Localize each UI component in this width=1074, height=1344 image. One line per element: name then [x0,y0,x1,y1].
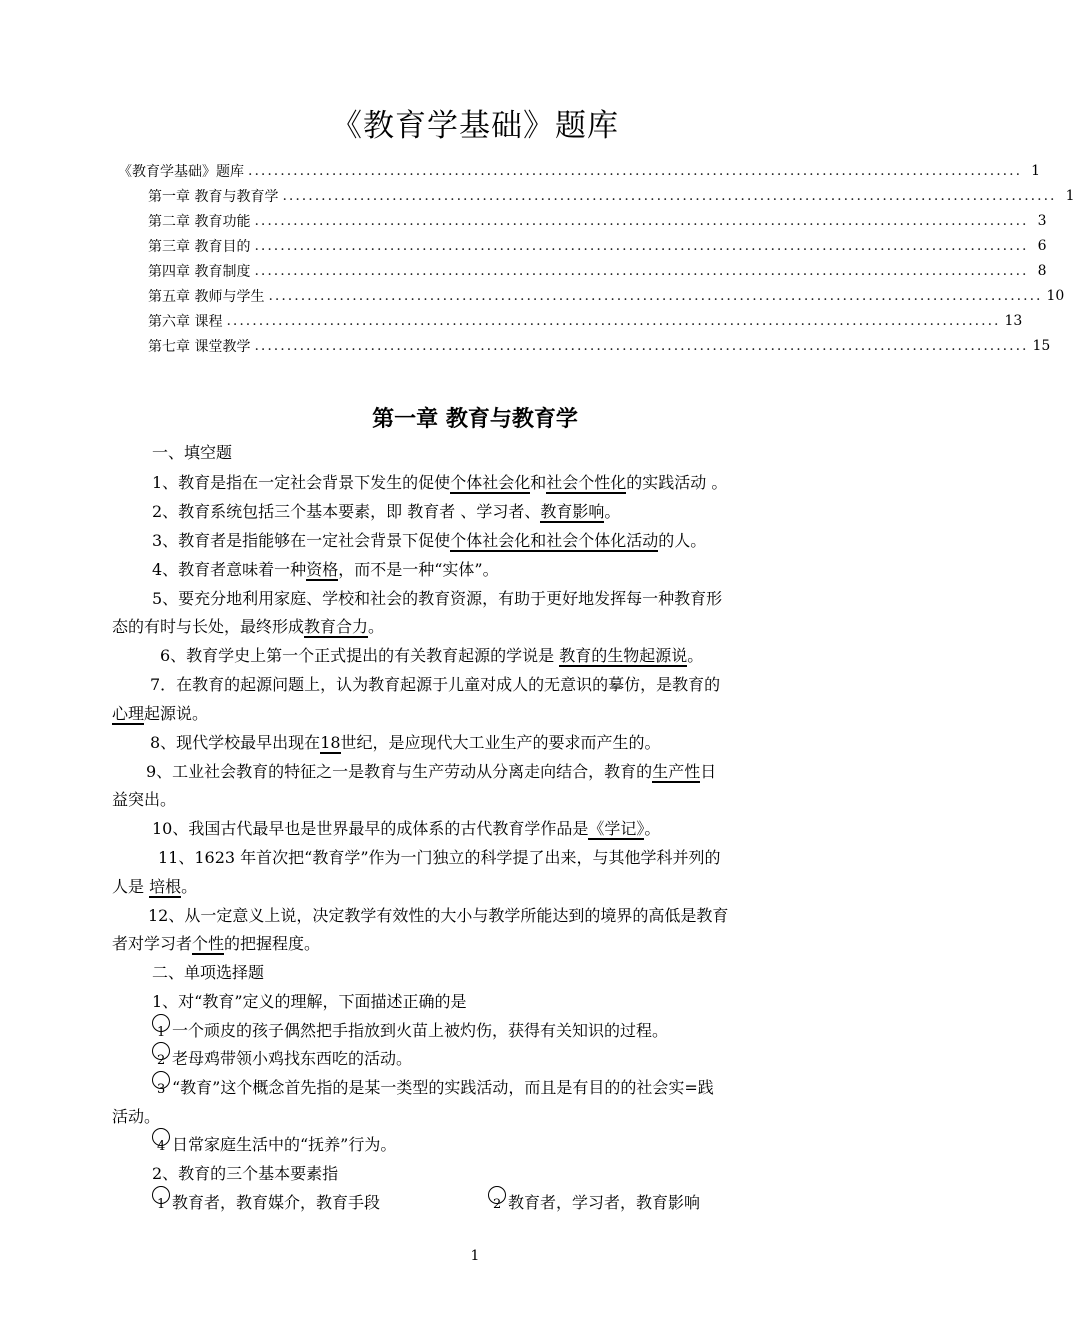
toc-entry-page: 1 [1031,162,1041,179]
question-line: 9、工业社会教育的特征之一是教育与生产劳动从分离走向结合，教育的生产性日 [146,762,717,781]
document-title: 《教育学基础》题库 [331,108,619,144]
toc-entry-label: 第五章 教师与学生 [148,288,265,305]
toc-leader-dots: ........................................................................................................................ [268,287,1043,304]
chapter-title: 第一章 教育与教育学 [372,407,578,432]
circled-number-icon: 3 [152,1077,172,1095]
question-stem: 1、对“教育”定义的理解，下面描述正确的是 [152,992,467,1011]
toc-entry[interactable] [148,208,1047,233]
toc-entry-label: 第二章 教育功能 [148,213,251,230]
answer-blank: 教育合力 [304,617,369,636]
toc-entry[interactable] [148,183,1074,208]
answer-blank: 教育影响 [540,502,605,521]
answer-blank: 《学记》 [588,819,645,838]
toc-entry-label: 第六章 课程 [148,313,223,330]
question-line: 者对学习者个性的把握程度。 [112,934,321,953]
section-heading: 一、填空题 [152,443,233,462]
choice-option-continued: 活动。 [112,1107,161,1126]
answer-blank: 个体社会化 [450,473,531,492]
toc-entry-page: 8 [1037,262,1047,279]
toc-leader-dots: ........................................................................................................................ [282,187,1057,204]
circled-number-icon: 2 [488,1192,508,1210]
toc-leader-dots: ........................................................................................................................ [254,212,1029,229]
question-line: 态的有时与长处，最终形成教育合力。 [112,617,385,636]
toc-entry[interactable] [148,233,1047,258]
choice-option[interactable]: 2 老母鸡带领小鸡找东西吃的活动。 [152,1048,412,1070]
answer-blank: 个体社会化和社会个体化活动 [450,531,659,550]
answer-blank: 生产性 [652,762,701,781]
toc-entry-page: 6 [1037,237,1047,254]
circled-number-icon: 1 [152,1192,172,1210]
answer-blank: 社会个性化 [546,473,627,492]
question-line: 10、我国古代最早也是世界最早的成体系的古代教育学作品是《学记》。 [152,819,661,838]
toc-entry[interactable] [118,158,1041,183]
toc-entry[interactable] [148,283,1065,308]
toc-entry-label: 第一章 教育与教育学 [148,188,279,205]
question-line: 5、要充分地利用家庭、学校和社会的教育资源，有助于更好地发挥每一种教育形 [152,589,723,608]
toc-entry-label: 第七章 课堂教学 [148,338,251,355]
question-line: 6、教育学史上第一个正式提出的有关教育起源的学说是 教育的生物起源说。 [160,646,704,665]
answer-blank: 18 [320,733,341,752]
toc-entry-page: 3 [1037,212,1047,229]
question-line: 8、现代学校最早出现在18世纪，是应现代大工业生产的要求而产生的。 [150,733,661,752]
question-line: 人是 培根。 [112,877,198,896]
toc-entry-page: 10 [1046,287,1065,304]
answer-blank: 个性 [192,934,225,953]
question-line: 12、从一定意义上说，决定教学有效性的大小与教学所能达到的境界的高低是教育 [148,906,729,925]
toc-leader-dots: ........................................................................................................................ [226,312,1001,329]
answer-blank: 资格 [306,560,339,579]
choice-option[interactable]: 1 教育者，教育媒介，教育手段 [152,1192,380,1214]
toc-entry[interactable] [148,258,1047,283]
answer-blank: 教育的生物起源说 [559,646,688,665]
toc-leader-dots: ........................................................................................................................ [254,262,1029,279]
question-line: 7．在教育的起源问题上，认为教育起源于儿童对成人的无意识的摹仿，是教育的 [150,675,721,694]
question-line: 2、教育系统包括三个基本要素，即 教育者 、学习者、教育影响。 [152,502,621,521]
toc-leader-dots: ........................................................................................................................ [248,162,1023,179]
question-line: 1、教育是指在一定社会背景下发生的促使个体社会化和社会个性化的实践活动 。 [152,473,728,492]
toc-entry-label: 第四章 教育制度 [148,263,251,280]
choice-option[interactable]: 4 日常家庭生活中的“抚养”行为。 [152,1134,396,1156]
toc-entry[interactable] [148,333,1051,358]
question-line: 3、教育者是指能够在一定社会背景下促使个体社会化和社会个体化活动的人。 [152,531,707,550]
question-line: 心理起源说。 [112,704,209,723]
circled-number-icon: 2 [152,1048,172,1066]
page-number: 1 [470,1248,480,1264]
toc-entry-label: 第三章 教育目的 [148,238,251,255]
toc-leader-dots: ........................................................................................................................ [254,237,1029,254]
question-stem: 2、教育的三个基本要素指 [152,1164,339,1183]
choice-option[interactable]: 1 一个顽皮的孩子偶然把手指放到火苗上被灼伤，获得有关知识的过程。 [152,1020,668,1042]
question-line: 11、1623 年首次把“教育学”作为一门独立的科学提了出来，与其他学科并列的 [158,848,721,867]
choice-option[interactable]: 2 教育者，学习者，教育影响 [488,1192,700,1214]
section-heading: 二、单项选择题 [152,963,265,982]
toc-entry-label: 《教育学基础》题库 [118,163,244,180]
circled-number-icon: 4 [152,1134,172,1152]
answer-blank: 心理 [112,704,145,723]
toc-entry-page: 15 [1032,337,1051,354]
toc-leader-dots: ........................................................................................................................ [254,337,1029,354]
answer-blank: 培根 [149,877,182,896]
question-line: 益突出。 [112,790,177,809]
toc-entry-page: 13 [1004,312,1023,329]
question-line: 4、教育者意味着一种资格，而不是一种“实体”。 [152,560,499,579]
toc-entry[interactable] [148,308,1023,333]
choice-option[interactable]: 3 “教育”这个概念首先指的是某一类型的实践活动，而且是有目的的社会实=践 [152,1077,714,1099]
toc-entry-page: 1 [1065,187,1074,204]
circled-number-icon: 1 [152,1020,172,1038]
